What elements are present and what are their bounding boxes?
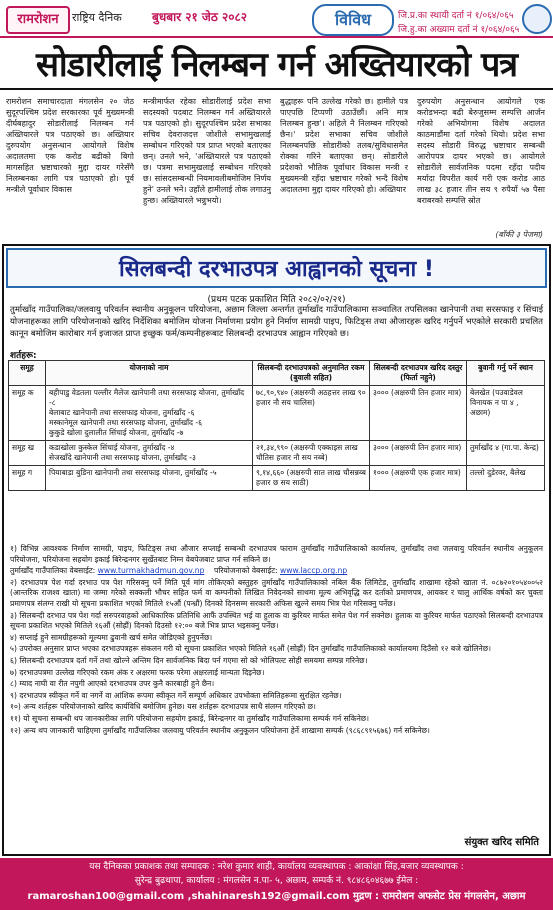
table-header-row xyxy=(9,361,545,386)
table-header: सिलबन्दी दरभाउपत्र खरिद दस्तुर (फिर्ता नहुने) xyxy=(370,361,467,386)
signature-committee: संयुक्त खरिद समिति xyxy=(464,837,539,848)
term-item: ११) यो सूचना सम्बन्धी थप जानकारीका लागि परियोजना सहयोग इकाई, बिरेन्द्रनगर वा तुर्माखाँद गाउँपालिकामा सम्पर्क गर्न सकिनेछ। xyxy=(10,713,369,723)
term-item: १०) अन्य शर्तहरू परियोजनाको खरिद कार्यविधि बमोजिम हुनेछ। यस शर्तहरू दरभाउपत्र साथै संलग्न गरिएको छ। xyxy=(10,702,316,712)
place-cell: बेलखेत (पउवाडेवल विनायक न पा ४ , अछाम) xyxy=(467,386,545,441)
term-item: १२) अन्य थप जानकारी चाहिएमा तुर्माखाँद गाउँपालिका जलवायु परिवर्तन स्थानीय अनुकूलन परियोजना हेर्ने शाखामा सम्पर्क (९८६८९१५६७६) गर्न सकिनेछ। xyxy=(10,725,430,735)
footer-line-1: यस दैनिकका प्रकाशक तथा सम्पादक : नरेश कुमार शाही, कार्यालय व्यवस्थापक : आकांक्षा सिंह,बजार व्यवस्थापक : xyxy=(89,862,464,872)
divider xyxy=(0,36,553,38)
table-row xyxy=(9,441,545,466)
fee-cell: ३००० (अक्षरुपी तिन हजार मात्र) xyxy=(370,441,467,466)
table-row xyxy=(9,386,545,441)
term-item: ३) सिलबन्दी दरभाउ पत्र पेश गर्दा सरुपरवाहको आधिकारिक प्रतिनिधि आफैं उपस्थित भई वा हुलाक वा कुरियर मार्फत समेत पेश गर्न सक्नेछ। हुलाक वा कुरियर मार्फत पठाएको सिलबन्दी दरभाउपत्र सूचना प्रकाशित भएको मितिले १६औं (सोह्रौं) दिनको दिउसो १२:०० बजे भित्र प्राप्त भइसक्नु पर्नेछ। xyxy=(10,610,543,631)
term-item: ९) दरभाउपत्र स्वीकृत गर्ने वा नगर्ने वा आंशिक रूपमा स्वीकृत गर्ने सम्पूर्ण अधिकार उपभोक्ता समितिहरूमा सुरक्षित रहनेछ। xyxy=(10,690,342,700)
first-publication-date: (प्रथम पटक प्रकाशित मिति २०८२/०२/२१) xyxy=(207,295,346,305)
article-column-2: मन्त्रीमार्फत रहेका सोडारीलाई प्रदेश सभा सदस्यको पदबाट निलम्बन गर्न अख्तियारले पत्र पठाएको हो। सुदूरपश्चिम प्रदेश सभाका सचिव देवराजदत्त जोशीले सभामुखलाई सम्बोधन गरिएको पत्र प्राप्त भएको बताएका छन्। उनले भने, 'अख्तियारले पत्र पठाएको छ। पत्रमा सभामुखलाई सम्बोधन गरिएको छ। सांसदसम्बन्धी नियमावलीबमोजिम निर्णय हुने' उनले भने। उहाँले हामीलाई तोक लगाउनु हुन्छ। अख्तियारले भन्नुभयो। xyxy=(143,97,271,205)
continued-note: (बाँकी ३ पेजमा) xyxy=(495,230,543,239)
amount-cell: ९,१४,६६० (अक्षरुपी सात लाख चौसन्नब्ब हजार छ सय साठी) xyxy=(253,466,370,491)
masthead xyxy=(0,0,553,96)
place-cell: तल्लो दुडेरवर, बैलेख xyxy=(467,466,545,491)
article-column-3: बुद्धाहरू पनि उल्लेख गरेको छ। हामीले पत्र पाएपछि टिप्पणी उठाउँछौं। अनि मात्र निलम्बन हुन्छ'। अहिले नै निलम्बन गरिएको छैन।' प्रदेश सभाका सचिव जोशीले निलम्बनपछि सोडारीको तलब/सुविधासमेत रोक्का गरिने बताएका छन्। सोडारीले प्रदेशको भौतिक पूर्वाधार विकास मन्त्री र मुख्यमन्त्री रहँदा भ्रष्टाचार गरेको भन्दै विशेष अदालतमा मुद्दा दायर गरिएको हो। अख्तियार xyxy=(280,97,408,194)
term-item: ८) म्याद नाघी वा रीत नपुगी आएको दरभाउपत्र उपर कुनै कारबाही हुने छैन। xyxy=(10,679,215,689)
table-header: बुवानी गर्नु पर्ने स्थान xyxy=(467,361,545,386)
term-item: २) दरभाउपत्र पेश गर्दा दरभाउ पत्र पेश गरिसक्नु पर्ने मिति पूर्व मांग तोकिएको बस्तुहरु तुर्माखाँद गाउँपालिकाको नबिल बैंक लिमिटेड, तुर्माखाँद शाखामा रहेको खाता नं. ०८७२०१०५४००५२ (आन्तरिक राजश्व खाता) मा जम्मा गरेको सक्कली भौचर सहित फर्म वा कम्पनीको लिखित निवेदनको साथमा मूल्य अभिवृद्धि कर दर्ताको प्रमाणपत्र, आयकर र चालु आर्थिक वर्षको कर चुक्ता प्रमाणपत्र संलग्न राखी यो सूचना प्रकाशित भएको मितिले १५औं (पन्ध्रौं) दिनको दिनसम्म सरकारी अफिस खुल्ने समय भित्र पेश गरिसक्नु पर्नेछ। xyxy=(10,577,543,608)
term-item: ४) सप्लाई हुने सामग्रीहरूको मूल्यमा ढुवानी खर्च समेत जोडिएको हुनुपर्नेछ। xyxy=(10,632,213,642)
municipality-website-link[interactable]: www.turmakhadmun.gov.np xyxy=(97,566,205,576)
news-article xyxy=(6,96,547,242)
project-name: बहीपाडु वेडतला पल्लीर मैलेज खानेपानी तथा सरसफाइ योजना, तुर्माखाँद -८ xyxy=(49,388,245,407)
footer-line-2: सुरेन्द्र बुढथापा, कार्यालय : मंगलसेन न.पा- ५, अछाम, सम्पर्क नं. ९८४८६०४६७७ ईमेल : xyxy=(134,876,419,886)
emblem-icon xyxy=(522,4,552,34)
registration-line-1: जि.प्र.का स्थायी दर्ता नं १/०६४/०६५ xyxy=(398,11,514,21)
website-label: परियोजनाको वेबसाईट: xyxy=(214,566,278,576)
term-item: १) विभिन्न आवश्यक निर्माण सामग्री, पाइप, फिटिङ्स तथा औजार सप्लाई सम्बन्धी दरभाउपत्र फाराम तुर्माखाँद गाउँपालिकाको कार्यालय, तुर्माखाँद तथा जलवायु परिवर्तन स्थानीय अनुकूलन परियोजना, परियोजना सहयोग इकाई बिरेन्द्रनगर सुर्खेतबाट निम्न वेबपेजबाट प्राप्त गर्न सकिने छ। xyxy=(10,544,543,564)
divider xyxy=(0,88,553,90)
projects-cell xyxy=(46,441,253,466)
issue-date: बुधबार २१ जेठ २०८२ xyxy=(152,10,247,24)
terms-heading: शर्तहरू: xyxy=(10,351,37,361)
footer-line-3: ramaroshan100@gmail.com ,shahinaresh192@gmail.com मुद्रण : रामरोशन अफसेट प्रेस मंगलसेन, अछाम xyxy=(27,891,526,902)
registration-line-2: जि.हु.का अख्याम दर्ता नं १/०६४/०६५ xyxy=(398,25,520,35)
notice-title: सिलबन्दी दरभाउपत्र आह्वानको सूचना ! xyxy=(6,248,547,288)
projects-cell xyxy=(46,466,253,491)
website-label: तुर्माखाँद गाउँपालिका वेबसाईट: xyxy=(10,566,96,576)
terms-list xyxy=(10,544,543,737)
headline: सोडारीलाई निलम्बन गर्न अख्तियारको पत्र xyxy=(35,45,518,85)
project-name: मस्कानेमूल खानेपानी तथा सरसफाइ योजना, तुर्माखाँद -६ xyxy=(49,418,203,427)
project-name: पियाबाडा बुडिना खानेपानी तथा सरसफाइ योजना, तुर्माखाँद -५ xyxy=(49,468,217,477)
projects-cell xyxy=(46,386,253,441)
section-label: विविध xyxy=(312,4,394,36)
term-item: ६) सिलबन्दी दरभाउपत्र दर्ता गर्ने तथा खोल्ने अन्तिम दिन सार्वजनिक बिदा पर्न गएमा सो को भोलिपल्ट सोही समयमा सम्पन्न गरिनेछ। xyxy=(10,655,368,665)
table-header: सिलबन्दी दरभाउपत्रको अनुमानित रकम (बुवाली सहित) xyxy=(253,361,370,386)
project-name: कडाखोला कुस्केल सिंचाई योजना, तुर्माखाँद -४ xyxy=(49,443,175,452)
term-item: ५) उपरोक्त अनुसार प्राप्त भएका दरभाउपत्रहरू संकलन गरी यो सूचना प्रकाशित भएको मितिले १६औं (सोह्रौं) दिन तुर्माखाँद गाउँपालिकाको कार्यालयमा दिउँसो १२ बजे खोलिनेछ। xyxy=(10,644,491,654)
article-column-4: दुरुपयोग अनुसन्धान आयोगले एक करोडभन्दा बढी बेरुजुसम्म सम्पत्ति आर्जन गरेको अभियोगमा विशेष अदालत काठमाडौंमा दर्ता गरेको थियो। प्रदेश सभा सदस्य सोडारी विरुद्ध भ्रष्टाचार सम्बन्धी आरोपपत्र दायर भएको छ। आयोगले सोडारीले सार्वजनिक पदमा रहँदा पदीय मर्यादा विपरीत कार्य गरी एक करोड आठ लाख ३८ हजार तीन सय ९ रुपैयाँ ५७ पैसा बराबरको सम्पत्ति स्रोत xyxy=(417,97,545,205)
term-item: ७) दरभाउपत्रमा उल्लेख गरिएको रकम अंक र अक्षरमा फरक परेमा अक्षरलाई मान्यता दिइनेछ। xyxy=(10,667,265,677)
publisher-footer xyxy=(0,858,553,910)
group-cell: समूह ख xyxy=(9,441,46,466)
fee-cell: ३००० (अक्षरुपी तिन हजार मात्र) xyxy=(370,386,467,441)
website-line xyxy=(10,566,543,577)
procurement-table xyxy=(8,360,545,491)
table-row xyxy=(9,466,545,491)
project-name: कुकुडे खोला दुलालीत सिंचाई योजना, तुर्माखाँद -७ xyxy=(49,428,184,437)
notice-intro: तुर्माखाँद गाउँपालिका/जलवायु परिवर्तन स्थानीय अनुकूलन परियोजना, अछाम जिल्ला अन्तर्गत तुर्माखाँद गाउँपालिकामा सञ्चालित तपसिलका खानेपानी तथा सरसफाइ र सिंचाई योजनाहरूका लागि परियोजनाको खरिद निर्देशिका बमोजिम योजना निर्माणमा प्रयोग हुने निर्माण सामग्री पाइप, फिटिङ्स तथा औजारहरू खरिद गर्नुपर्ने भएकोले सरकारी प्रचलित कानून बमोजिम कारोबार गर्न इजाजत प्राप्त इच्छुक फर्म/कम्पनीहरूबाट सिलबन्दी दरभाउपत्र आह्वान गरिएको छ। xyxy=(10,305,543,339)
fee-cell: १००० (अक्षरुपी एक हजार मात्र) xyxy=(370,466,467,491)
paper-logo: रामरोशन xyxy=(6,6,70,34)
project-website-link[interactable]: www.laccp.org.np xyxy=(280,566,348,576)
table-header: समूह xyxy=(9,361,46,386)
amount-cell: ७८,९०,९४० (अक्षरुपी अठहत्तर लाख ९० हजार नौ सय चालिस) xyxy=(253,386,370,441)
project-name: सेजखाँदे खानेपानी तथा सरसफाइ योजना, तुर्माखाँद -३ xyxy=(49,453,196,462)
tender-notice xyxy=(2,244,551,856)
paper-subtitle: राष्ट्रिय दैनिक xyxy=(72,11,122,24)
article-column-1: रामरोशन समाचारदाता मंगलसेन २० जेठ सुदूरपश्चिम प्रदेश सरकारका पूर्व मुख्यमन्त्री दीर्घबहादुर सोडारीलाई निलम्बन गर्न अख्तियारले पत्र पठाएको छ। अख्तियार दुरुपयोग अनुसन्धान आयोगले विशेष अदालतमा एक करोड बढीको बिगो मागसहित भ्रष्टाचारको मुद्दा दायर गरेसँगै निलम्बनका लागि पत्र पठाएको हो। पूर्व मन्त्रीले पूर्वाधार विकास xyxy=(6,97,134,194)
group-cell: समूह ग xyxy=(9,466,46,491)
place-cell: तुर्माखाँद ४ (गा.पा. केन्द्र) xyxy=(467,441,545,466)
amount-cell: २१,३४,९९० (अक्षरुपी एक्काइस लाख चौतिस हजार नौ सय नब्बे) xyxy=(253,441,370,466)
project-name: बेलाबाट खानेपानी तथा सरसफाइ योजना, तुर्माखाँद -६ xyxy=(49,408,195,417)
group-cell: समूह क xyxy=(9,386,46,441)
table-header: योजनाको नाम xyxy=(46,361,253,386)
